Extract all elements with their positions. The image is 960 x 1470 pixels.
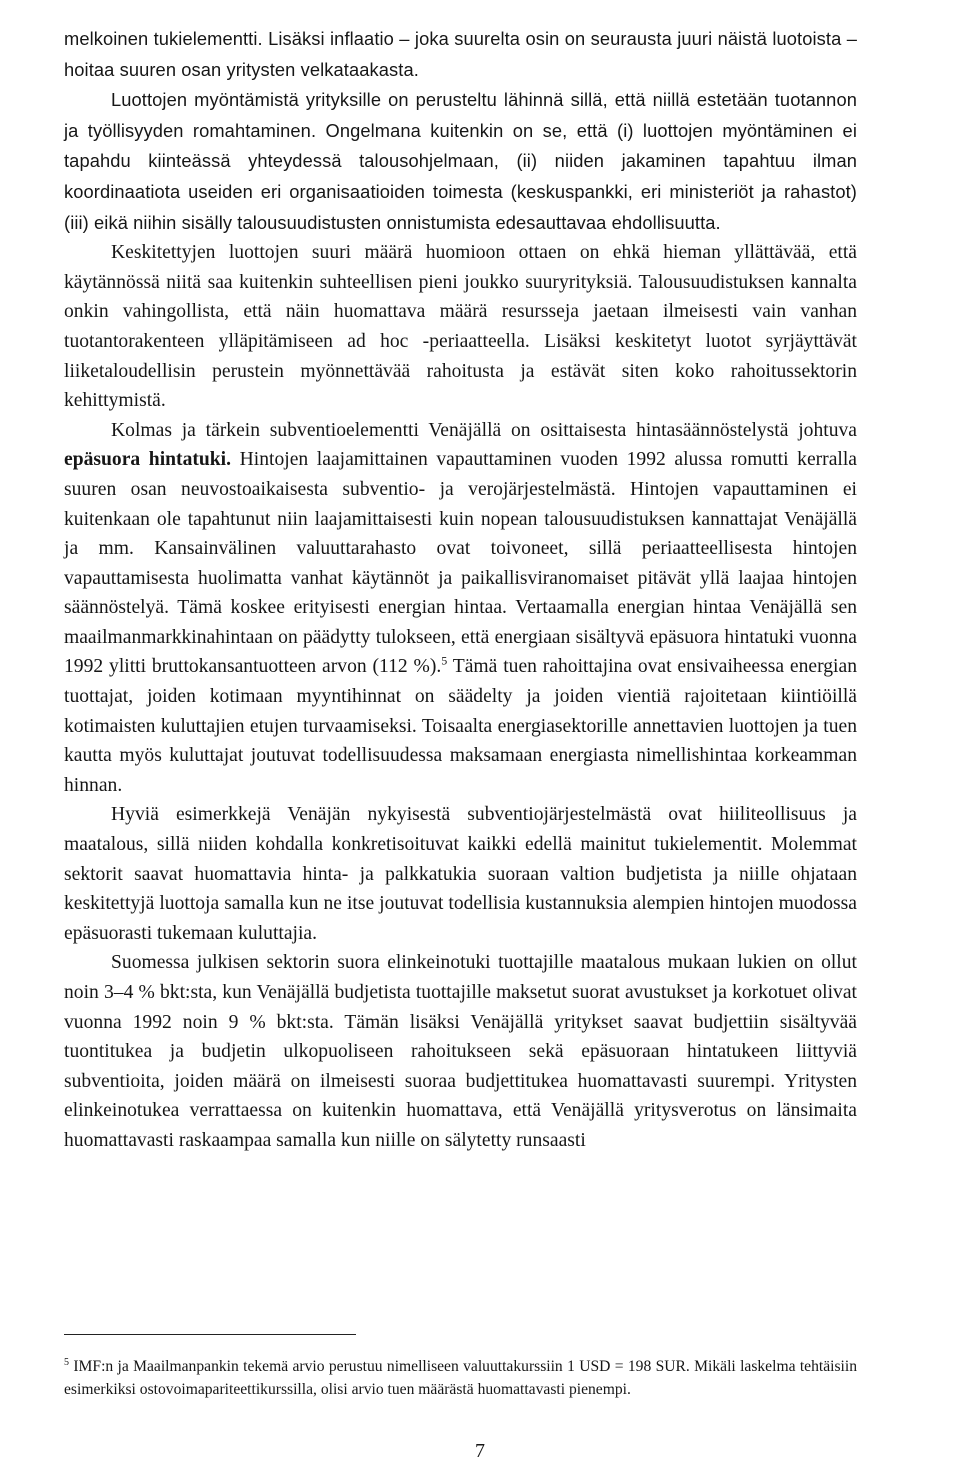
page-number: 7 — [475, 1440, 485, 1462]
footnote — [64, 1355, 857, 1401]
paragraph-5 — [64, 800, 857, 948]
paragraph-4 — [64, 416, 857, 801]
footnote-reference: 5 — [441, 653, 448, 668]
paragraph-6-text: Suomessa julkisen sektorin suora elinkeinotuki tuottajille maatalous mukaan lukien on ollut noin 3–4 % bkt:sta, kun Venäjällä budjetista tuottajille maksetut suorat avustukset ja korkotuet olivat vuonna 1992 noin 9 % bkt:sta. Tämän lisäksi Venäjällä yritykset saavat budjettiin sisältyvää tuontitukea ja budjetin ulkopuoliseen rahoitukseen sekä epäsuoraan hintatukeen liittyviä subventioita, joiden määrä on ilmeisesti suoraa budjettitukea huomattavasti suurempi. Yritysten elinkeinotukea verrattaessa on kuitenkin huomattava, että Venäjällä yritysverotus on länsimaita huomattavasti raskaampaa samalla kun niille on sälytetty runsaasti — [64, 952, 857, 1151]
paragraph-2 — [64, 85, 857, 238]
page-body — [64, 24, 857, 1156]
paragraph-2-text-a: Luottojen myöntämistä yrityksille on perusteltu lähinnä sillä, että niillä estetään tuotannon ja työllisyyden romahtaminen. — [64, 89, 857, 141]
paragraph-2-text-b: Ongelmana kuitenkin on se, että (i) luottojen myöntäminen ei tapahdu kiinteässä yhteydessä talousohjelmaan, (ii) niiden jakaminen tapahtuu ilman koordinaatiota useiden eri organisaatioiden toimesta (keskuspankki, eri ministeriöt ja rahastot) (iii) eikä niihin sisälly talousuudistusten onnistumista edesauttavaa ehdollisuutta. — [64, 119, 857, 233]
footnote-divider — [64, 1334, 356, 1335]
paragraph-4-bold-term: epäsuora hintatuki. — [64, 449, 232, 471]
paragraph-5-text: Hyviä esimerkkejä Venäjän nykyisestä subventiojärjestelmästä ovat hiiliteollisuus ja maatalous, sillä niiden kohdalla konkretisoituvat kaikki edellä mainitut tukielementit. Molemmat sektorit saavat huomattavia hinta- ja palkkatukia suoraan valtion budjetista ja niille ohjataan keskitettyjä luottoja samalla kun ne itse joutuvat todellisia kustannuksia alempien hintojen muodossa epäsuorasti tukemaan kuluttajia. — [64, 804, 857, 944]
paragraph-1 — [64, 24, 857, 85]
footnote-text: IMF:n ja Maailmanpankin tekemä arvio perustuu nimelliseen valuuttakurssiin 1 USD = 198 SUR. Mikäli laskelma tehtäisiin esimerkiksi ostovoimapariteettikurssilla, olisi arvio tuen määrästä huomattavasti pienempi. — [64, 1358, 857, 1398]
paragraph-4-text-c: Tämä tuen rahoittajina ovat ensivaiheessa energian tuottajat, joiden kotimaan myyntihinnat on säädelty ja joiden vientiä rajoitetaan kiintiöillä kotimaisten kuluttajien etujen turvaamiseksi. Toisaalta energiasektorille annettavien luottojen ja tuen kautta myös kuluttajat joutuvat todellisuudessa maksamaan energiasta nimellishintaa korkeamman hinnan. — [64, 656, 857, 796]
footnote-marker: 5 — [64, 1356, 69, 1368]
paragraph-3-text: Keskitettyjen luottojen suuri määrä huomioon ottaen on ehkä hieman yllättävää, että käytännössä niitä saa kuitenkin suhteellisen pieni joukko suuryrityksiä. Talousuudistuksen kannalta onkin vahingollista, että näin huomattava määrä resursseja jaetaan ilmeisesti vain vanhan tuotantorakenteen ylläpitämiseen ad hoc -periaatteella. Lisäksi keskitetyt luotot syrjäyttävät liiketaloudellisin perustein myönnettävää rahoitusta ja estävät siten koko rahoitussektorin kehittymistä. — [64, 242, 857, 412]
body-text — [64, 24, 857, 1156]
paragraph-4-text-b: Hintojen laajamittainen vapauttaminen vuoden 1992 alussa romutti kerralla suuren osan neuvostoaikaisesta subventio- ja verojärjestelmästä. Hintojen vapauttaminen ei kuitenkaan ole tapahtunut niin laajamittaisesti kuin nopean talousuudistuksen kannattajat Venäjällä ja mm. Kansainvälinen valuuttarahasto ovat toivoneet, sillä periaatteellisesta hintojen vapauttamisesta huolimatta vanhat käytännöt ja paikallisviranomaiset pitävät yllä laajaa hintojen säännöstelyä. Tämä koskee erityisesti energian hintaa. Vertaamalla energian hintaa Venäjällä sen maailmanmarkkinahintaan on päädytty tulokseen, että energiaan sisältyvä epäsuora hintatuki vuonna 1992 ylitti bruttokansantuotteen arvon (112 %). — [64, 449, 857, 678]
paragraph-1-text: melkoinen tukielementti. Lisäksi inflaatio – joka suurelta osin on seurausta juuri näistä luotoista – hoitaa suuren osan yritysten velkataakasta. — [64, 28, 857, 80]
paragraph-3 — [64, 238, 857, 416]
paragraph-6 — [64, 948, 857, 1155]
paragraph-4-text-a: Kolmas ja tärkein subventioelementti Venäjällä on osittaisesta hintasäännöstelystä johtuva — [111, 419, 857, 441]
